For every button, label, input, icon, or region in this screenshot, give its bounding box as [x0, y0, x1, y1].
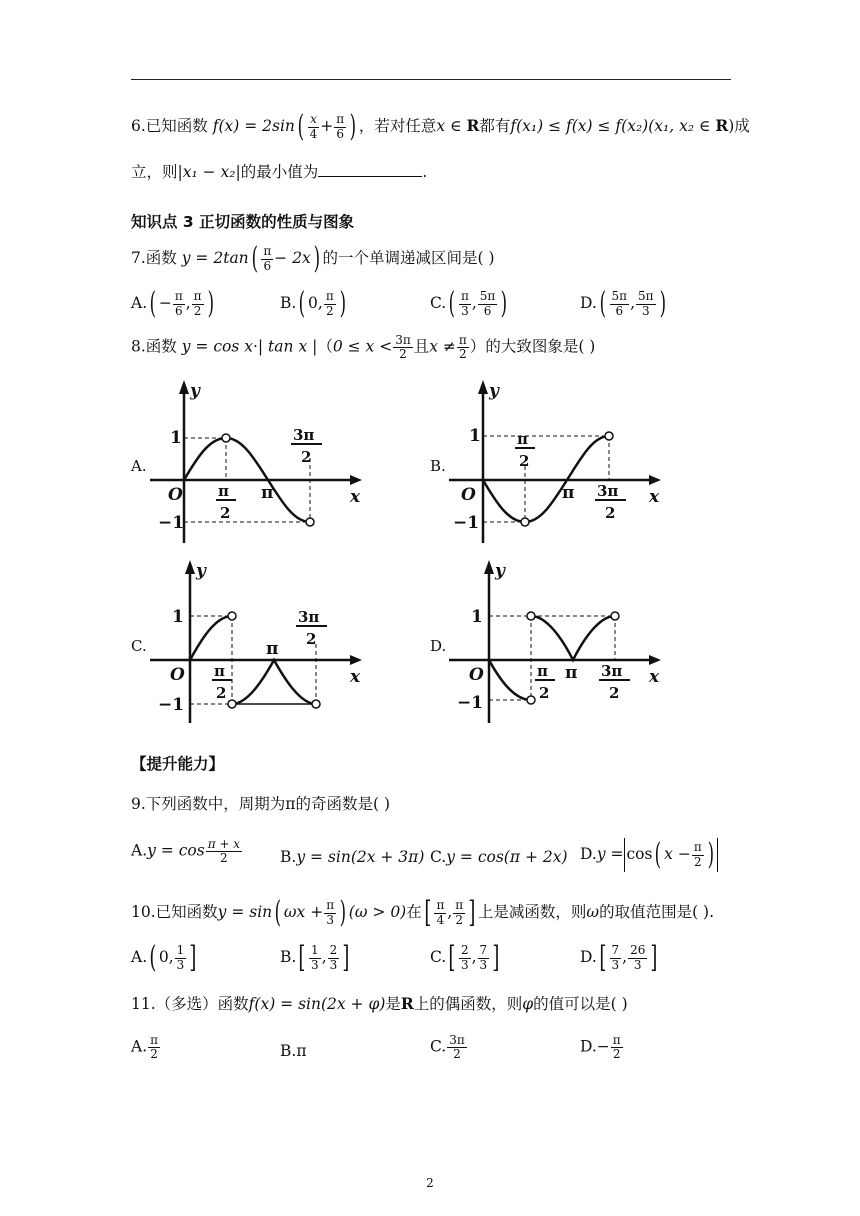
option-label: A. — [131, 294, 148, 312]
paren: ( — [599, 286, 606, 321]
formula: φ — [522, 995, 534, 1013]
fraction — [457, 334, 469, 361]
origin-label: O — [469, 665, 484, 685]
text: . — [422, 163, 428, 181]
question-10: 10.已知函数y = sin( ωx + $\frac{\pi}{3}$ ) (ω > 0)在[ $\frac{\pi}{4}$ , $\frac{\pi}{2}$ ] 上是减函数，则ω的取值范围是( ). — [131, 895, 715, 930]
option-label: C. — [430, 294, 447, 312]
q10-option-c: C.[ $\frac{2}{3}$ , $\frac{7}{3}$ ] — [430, 940, 500, 975]
option-label: C. — [430, 948, 447, 966]
bracket: ] — [468, 895, 476, 930]
y-axis-arrow — [484, 560, 494, 574]
graph-label-d: D. — [430, 637, 447, 655]
option-label: D.− — [580, 1037, 610, 1056]
fraction — [173, 290, 185, 317]
open-point — [527, 612, 535, 620]
denominator: 2 — [612, 1047, 621, 1062]
option-label: A. — [131, 948, 148, 966]
fraction — [328, 944, 340, 971]
open-point — [521, 518, 529, 526]
numerator: 7 — [611, 943, 620, 958]
text: （多选）函数 — [155, 995, 249, 1013]
tick-label: π — [537, 662, 548, 680]
fraction — [309, 944, 321, 971]
numerator: π — [436, 898, 445, 913]
bracket: [ — [424, 895, 432, 930]
fraction — [324, 899, 336, 926]
question-11 — [131, 995, 628, 1014]
bracket: [ — [599, 940, 607, 975]
numerator: π — [325, 289, 334, 304]
paren: ) — [339, 895, 347, 930]
text: ）的大致图象是( ) — [469, 337, 596, 356]
y-axis-arrow — [478, 380, 488, 394]
tick-label: 3π — [293, 426, 315, 444]
q10-option-a — [131, 940, 199, 975]
text: ，若对任意 — [358, 117, 437, 135]
tick-label: 3π — [597, 482, 619, 500]
formula: (ω > 0) — [348, 903, 407, 921]
denominator: 3 — [633, 957, 642, 972]
tick-label: 2 — [216, 684, 227, 702]
tick-label: −1 — [158, 513, 185, 533]
q7-option-c: C.( $\frac{\pi}{3}$ , $\frac{5\pi}{6}$ ) — [430, 286, 508, 321]
denominator: 4 — [436, 912, 445, 927]
text: 都有 — [479, 117, 511, 135]
numerator: π — [455, 898, 464, 913]
header-rule — [131, 79, 731, 80]
text: 已知函数 — [155, 903, 218, 921]
fraction — [175, 944, 187, 971]
denominator: 2 — [193, 303, 202, 318]
tick-label: 2 — [609, 684, 620, 702]
question-number: 11. — [131, 995, 156, 1013]
graph-a — [150, 378, 380, 548]
option-label: B. — [280, 294, 297, 312]
paren: ) — [707, 837, 714, 872]
y-label: y — [489, 381, 499, 401]
graph-c — [150, 558, 380, 728]
bracket: ( — [149, 940, 157, 975]
open-point — [228, 612, 236, 620]
denominator: 3 — [460, 957, 469, 972]
denominator: 2 — [399, 347, 407, 362]
tick-label: π — [562, 483, 575, 503]
fraction — [324, 290, 336, 317]
numerator: 2 — [460, 943, 469, 958]
q7-option-a: A.( − $\frac{\pi}{6}$ , $\frac{\pi}{2}$ ) — [131, 286, 214, 321]
bracket: [ — [298, 940, 306, 975]
section-heading-ability: 【提升能力】 — [131, 755, 225, 773]
tick-label: 1 — [471, 607, 483, 627]
tick-label: π — [218, 482, 229, 500]
q11-option-c — [430, 1034, 468, 1061]
formula: f(x) = 2sin — [212, 117, 295, 135]
function-curve — [489, 660, 531, 700]
q11-option-d — [580, 1034, 624, 1061]
fraction — [628, 944, 647, 971]
denominator: 3 — [641, 303, 650, 318]
formula: y = 2tan — [181, 249, 249, 267]
denominator: 6 — [263, 258, 272, 273]
value: 0, — [158, 948, 174, 966]
section-heading: 知识点 3 正切函数的性质与图象 — [131, 213, 355, 231]
x-label: x — [350, 487, 361, 507]
tick-label: π — [266, 639, 279, 659]
bracket: ] — [650, 940, 658, 975]
origin-label: O — [461, 485, 476, 505]
fraction — [692, 841, 704, 868]
numerator: 3π — [449, 1033, 465, 1047]
question-number: 7. — [131, 249, 146, 267]
reals-symbol: R — [466, 116, 480, 135]
option-label: D. — [580, 845, 597, 863]
paren: ) — [207, 286, 214, 321]
question-9 — [131, 795, 390, 814]
formula: − 2x — [274, 249, 311, 267]
paren: ) — [349, 109, 357, 144]
text: 是 — [385, 995, 401, 1013]
open-point — [527, 696, 535, 704]
q10-option-b: B.[ $\frac{1}{3}$ , $\frac{2}{3}$ ] — [280, 940, 350, 975]
open-point — [605, 432, 613, 440]
sign: − — [158, 294, 172, 312]
option-label: D. — [580, 948, 597, 966]
numerator: π — [150, 1033, 159, 1047]
formula: y = cos x·| tan x | — [181, 337, 318, 356]
formula: f(x) = sin(2x + φ) — [248, 995, 386, 1013]
tick-label: −1 — [158, 695, 185, 715]
option-label: B. — [280, 948, 297, 966]
numerator: π — [460, 289, 469, 304]
fraction — [636, 290, 656, 317]
denominator: 6 — [336, 126, 345, 141]
denominator: 6 — [483, 303, 492, 318]
denominator: 2 — [150, 1047, 158, 1062]
fraction — [453, 899, 465, 926]
q7-option-d: D.( $\frac{5\pi}{6}$ , $\frac{5\pi}{3}$ ) — [580, 286, 666, 321]
option-label: D. — [580, 294, 597, 312]
denominator: 2 — [453, 1047, 461, 1062]
fraction — [308, 113, 320, 140]
text: 的取值范围是( ). — [599, 903, 715, 921]
formula: f(x₁) ≤ f(x) ≤ f(x₂)(x₁, x₂ ∈ — [510, 117, 716, 135]
formula: y = sin — [217, 903, 273, 921]
denominator: 2 — [455, 912, 464, 927]
denominator: 2 — [220, 851, 228, 866]
fraction — [148, 1034, 160, 1061]
numerator: π — [336, 112, 345, 127]
denominator: 3 — [326, 912, 334, 927]
fraction — [334, 113, 346, 140]
numerator: π — [174, 289, 183, 304]
q9-option-a — [131, 838, 243, 865]
text: 已知函数 — [145, 117, 208, 135]
numerator: 5π — [638, 289, 654, 304]
formula: y = cos(π + 2x) — [446, 848, 568, 866]
formula: y = sin(2x + 3π) — [296, 848, 425, 866]
tick-label: 2 — [605, 504, 616, 522]
option-label: C. — [430, 848, 447, 866]
y-label: y — [495, 561, 505, 581]
q7-option-b — [280, 286, 348, 321]
text: 函数 — [145, 249, 177, 267]
x-axis-arrow — [350, 475, 362, 485]
formula: x ≠ — [429, 337, 456, 356]
function-curve — [232, 660, 316, 704]
numerator: 1 — [311, 943, 319, 958]
x-label: x — [649, 667, 660, 687]
tick-label: π — [517, 430, 528, 448]
tick-label: 2 — [220, 504, 231, 522]
y-label: y — [196, 561, 206, 581]
paren: ( — [297, 109, 305, 144]
tick-label: 1 — [170, 428, 182, 448]
q10-option-d: D.[ $\frac{7}{3}$ , $\frac{26}{3}$ ] — [580, 940, 658, 975]
q9-option-b — [280, 848, 424, 866]
fraction — [611, 1034, 623, 1061]
abs-bar — [717, 838, 718, 872]
operator: + — [320, 117, 334, 135]
question-7 — [131, 241, 495, 276]
option-label: C. — [430, 1037, 447, 1056]
numerator: π — [612, 1033, 621, 1047]
graph-label-a: A. — [131, 457, 147, 475]
paren: ) — [500, 286, 508, 321]
bracket: ] — [342, 940, 350, 975]
denominator: 3 — [479, 957, 488, 972]
y-axis-arrow — [185, 560, 195, 574]
paren: ( — [274, 895, 282, 930]
origin-label: O — [168, 485, 183, 505]
numerator: π — [326, 898, 335, 913]
formula: ω — [586, 903, 600, 921]
x-axis-arrow — [649, 475, 661, 485]
denominator: 2 — [325, 303, 334, 318]
fraction — [610, 290, 630, 317]
fraction — [478, 944, 490, 971]
formula: y = — [596, 845, 624, 863]
numerator: π — [458, 333, 467, 347]
paren: ( — [655, 837, 662, 872]
formula: x ∈ — [436, 117, 467, 135]
tick-label: 2 — [306, 630, 317, 648]
question-number: 10. — [131, 903, 156, 921]
numerator: 5π — [479, 289, 496, 304]
numerator: 2 — [329, 943, 338, 958]
q11-option-b — [280, 1042, 307, 1060]
question-number: 6. — [131, 117, 146, 135]
open-point — [228, 700, 236, 708]
tick-label: −1 — [453, 513, 480, 533]
formula: y = cos — [147, 841, 205, 860]
bracket: [ — [448, 940, 456, 975]
question-6-line-2 — [131, 162, 427, 182]
numerator: 3π — [395, 333, 411, 347]
origin-label: O — [170, 665, 185, 685]
denominator: 3 — [176, 957, 185, 972]
numerator: 26 — [630, 943, 646, 958]
fraction — [478, 290, 498, 317]
text: 函数 — [145, 337, 177, 356]
option-label: A. — [131, 1037, 148, 1056]
denominator: 3 — [461, 303, 469, 318]
fraction — [459, 290, 471, 317]
denominator: 6 — [615, 303, 624, 318]
fraction — [447, 1034, 467, 1061]
tick-label: π — [565, 663, 578, 683]
page-number: 2 — [426, 1176, 434, 1190]
numerator: x — [310, 112, 317, 127]
x-label: x — [649, 487, 660, 507]
tick-label: 3π — [298, 608, 320, 626]
reals-symbol: R — [400, 994, 414, 1013]
numerator: π — [693, 840, 702, 855]
numerator: 1 — [176, 943, 185, 958]
fraction — [459, 944, 471, 971]
function-curve — [190, 616, 232, 660]
paren: ( — [298, 286, 306, 321]
question-number: 8. — [131, 337, 146, 356]
open-point — [306, 518, 314, 526]
text: 下列函数中，周期为π的奇函数是( ) — [145, 795, 391, 813]
option-label: A. — [131, 841, 148, 860]
fraction — [206, 838, 242, 865]
paren: ) — [659, 286, 666, 321]
bracket: ] — [189, 940, 197, 975]
numerator: π — [263, 244, 272, 259]
bracket: ] — [492, 940, 500, 975]
text: （ — [317, 337, 333, 356]
denominator: 6 — [174, 303, 183, 318]
q9-option-d — [580, 838, 719, 872]
paren: ) — [313, 241, 320, 276]
denominator: 2 — [459, 347, 467, 362]
value: 0, — [308, 294, 323, 312]
reals-symbol: R — [715, 116, 729, 135]
tick-label: 1 — [469, 426, 481, 446]
q9-option-c — [430, 848, 568, 866]
numerator: π + x — [207, 837, 241, 851]
numerator: π — [193, 289, 202, 304]
text: 上是减函数，则 — [477, 903, 587, 921]
x-axis-arrow — [649, 655, 661, 665]
numerator: 7 — [479, 943, 488, 958]
text: 的值可以是( ) — [533, 995, 628, 1013]
open-point — [611, 612, 619, 620]
tick-label: −1 — [457, 693, 484, 713]
text: 在 — [406, 903, 422, 921]
question-number: 9. — [131, 795, 146, 813]
denominator: 2 — [693, 854, 702, 869]
answer-blank — [318, 162, 422, 177]
paren: ) — [339, 286, 346, 321]
y-label: y — [190, 381, 200, 401]
open-point — [222, 434, 230, 442]
tick-label: 2 — [539, 684, 550, 702]
fraction — [610, 944, 622, 971]
text: 立，则 — [131, 163, 178, 181]
text: 成 — [734, 117, 750, 135]
formula: |x₁ − x₂| — [177, 163, 241, 181]
open-point — [312, 700, 320, 708]
graph-label-b: B. — [430, 457, 446, 475]
text: 且 — [413, 337, 430, 356]
tick-label: π — [214, 662, 225, 680]
tick-label: 2 — [301, 448, 312, 466]
formula: cos — [626, 845, 653, 863]
fraction — [261, 245, 273, 272]
graph-b — [449, 378, 679, 548]
y-axis-arrow — [179, 380, 189, 394]
denominator: 3 — [611, 957, 620, 972]
option-label: B.π — [280, 1042, 307, 1060]
text: 的最小值为 — [240, 163, 319, 181]
graph-label-c: C. — [131, 637, 147, 655]
graph-d — [449, 558, 679, 728]
paren: ( — [251, 241, 258, 276]
tick-label: 1 — [172, 607, 184, 627]
formula: ωx + — [283, 903, 324, 921]
x-axis-arrow — [350, 655, 362, 665]
paren: ( — [448, 286, 456, 321]
tick-label: 3π — [601, 662, 623, 680]
question-8 — [131, 334, 595, 361]
fraction — [434, 899, 446, 926]
fraction — [393, 334, 413, 361]
fraction — [192, 290, 204, 317]
function-curve — [531, 616, 615, 660]
denominator: 3 — [329, 957, 338, 972]
denominator: 3 — [311, 957, 319, 972]
text: 上的偶函数，则 — [413, 995, 523, 1013]
numerator: 5π — [611, 289, 628, 304]
text: 的一个单调递减区间是( ) — [322, 249, 495, 267]
x-label: x — [350, 667, 361, 687]
option-label: B. — [280, 848, 297, 866]
tick-label: 2 — [519, 452, 530, 470]
q11-option-a — [131, 1034, 161, 1061]
formula: ) — [728, 117, 735, 135]
formula: x − — [664, 845, 691, 863]
paren: ( — [149, 286, 157, 321]
question-6-line-1 — [131, 109, 750, 144]
formula: 0 ≤ x < — [332, 337, 393, 356]
tick-label: π — [261, 483, 274, 503]
denominator: 4 — [309, 126, 318, 141]
